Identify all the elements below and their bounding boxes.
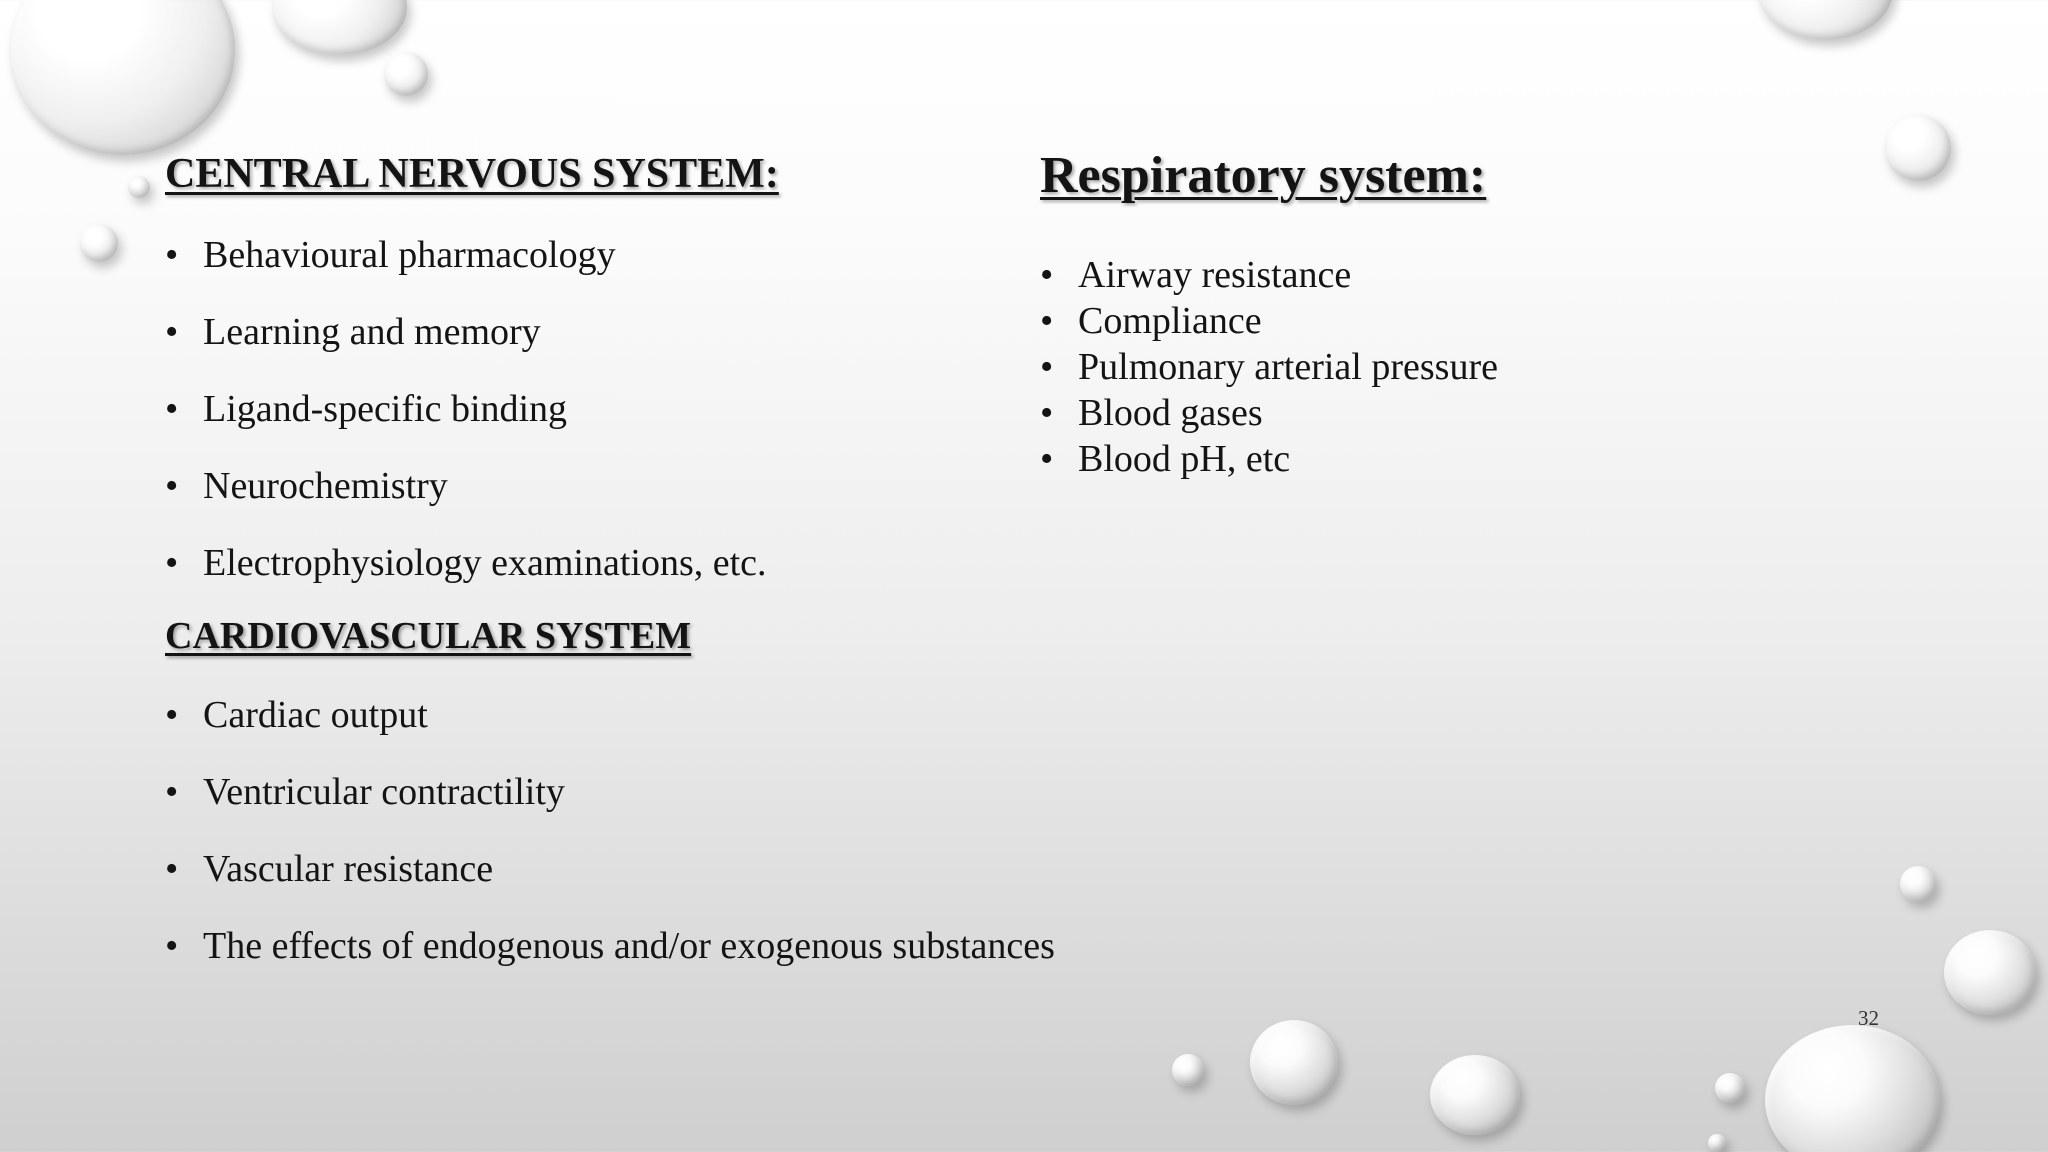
bullet-icon: •: [1040, 254, 1054, 296]
bullet-icon: •: [165, 771, 179, 813]
list-item-text: Learning and memory: [203, 311, 541, 353]
droplet-decoration: [1900, 866, 1936, 902]
list-item-text: Compliance: [1078, 300, 1262, 342]
list-item-text: Airway resistance: [1078, 254, 1352, 296]
droplet-decoration: [272, 0, 407, 55]
list-item: [1040, 252, 1498, 298]
list-item-text: Ventricular contractility: [203, 771, 565, 813]
list-item: [165, 921, 1055, 998]
bullet-icon: •: [165, 465, 179, 507]
droplet-decoration: [384, 52, 428, 96]
droplet-decoration: [1250, 1020, 1338, 1105]
list-item: [1040, 344, 1498, 390]
list-item-text: Pulmonary arterial pressure: [1078, 346, 1498, 388]
droplet-decoration: [1708, 1134, 1726, 1152]
bullet-icon: •: [165, 694, 179, 736]
bullet-icon: •: [165, 848, 179, 890]
cvs-bullet-list: [165, 690, 1055, 998]
respiratory-heading: Respiratory system:: [1040, 147, 1487, 204]
respiratory-bullet-list: [1040, 252, 1498, 482]
list-item-text: Behavioural pharmacology: [203, 234, 616, 276]
bullet-icon: •: [1040, 392, 1054, 434]
droplet-decoration: [1758, 0, 1893, 40]
cns-heading: CENTRAL NERVOUS SYSTEM:: [165, 151, 779, 197]
list-item-text: Electrophysiology examinations, etc.: [203, 542, 767, 584]
list-item-text: Vascular resistance: [203, 848, 494, 890]
droplet-decoration: [1944, 930, 2036, 1015]
droplet-decoration: [80, 224, 118, 262]
list-item: [165, 461, 767, 538]
list-item-text: Blood pH, etc: [1078, 438, 1291, 480]
list-item-text: Blood gases: [1078, 392, 1263, 434]
list-item-text: Neurochemistry: [203, 465, 448, 507]
list-item: [165, 384, 767, 461]
bullet-icon: •: [1040, 438, 1054, 480]
bullet-icon: •: [165, 234, 179, 276]
list-item-text: Cardiac output: [203, 694, 428, 736]
droplet-decoration: [1430, 1055, 1520, 1135]
cvs-heading: CARDIOVASCULAR SYSTEM: [165, 615, 692, 657]
droplet-decoration: [1715, 1073, 1745, 1103]
droplet-decoration: [1765, 1025, 1940, 1152]
list-item: [165, 690, 1055, 767]
list-item: [165, 844, 1055, 921]
droplet-decoration: [128, 176, 150, 198]
list-item: [1040, 390, 1498, 436]
bullet-icon: •: [1040, 346, 1054, 388]
list-item: [165, 538, 767, 615]
droplet-decoration: [10, 0, 235, 155]
bullet-icon: •: [165, 542, 179, 584]
bullet-icon: •: [1040, 300, 1054, 342]
cns-bullet-list: [165, 230, 767, 615]
list-item: [1040, 436, 1498, 482]
slide-number: 32: [1858, 1006, 1879, 1030]
bullet-icon: •: [165, 925, 179, 967]
list-item: [1040, 298, 1498, 344]
list-item: [165, 230, 767, 307]
droplet-decoration: [1885, 115, 1951, 181]
list-item-text: The effects of endogenous and/or exogenous substances: [203, 925, 1055, 967]
list-item: [165, 307, 767, 384]
bullet-icon: •: [165, 388, 179, 430]
list-item-text: Ligand-specific binding: [203, 388, 568, 430]
bullet-icon: •: [165, 311, 179, 353]
list-item: [165, 767, 1055, 844]
droplet-decoration: [1172, 1054, 1204, 1086]
